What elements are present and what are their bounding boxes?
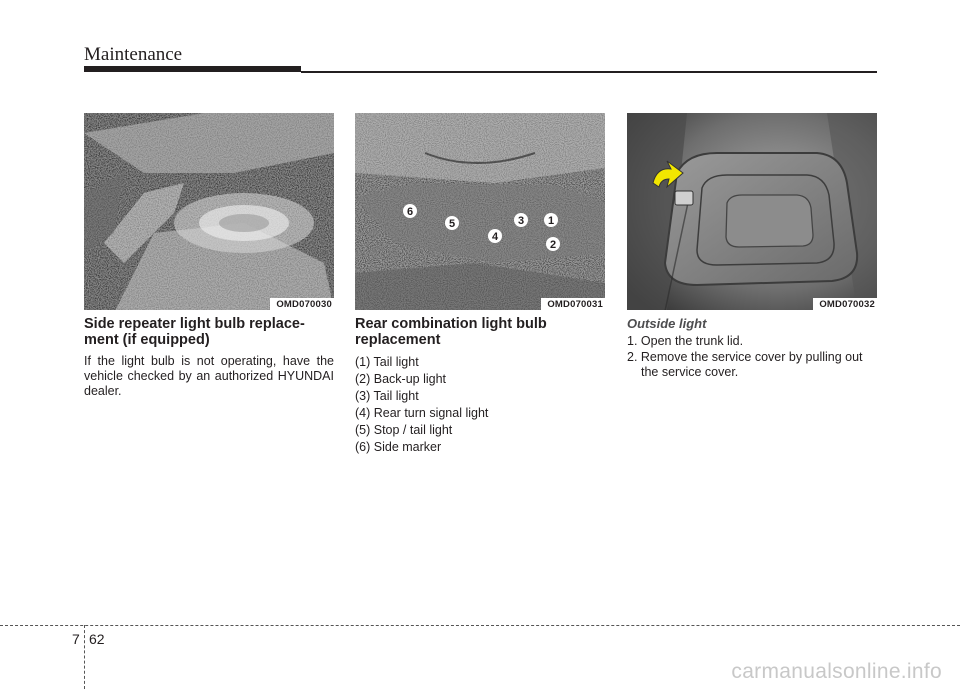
step-item: 2. Remove the service cover by pulling out the service cover. <box>627 350 863 379</box>
steps-list <box>627 334 877 380</box>
rear-combination-heading: Rear combination light bulb replacement <box>355 316 547 348</box>
list-item: (2) Back-up light <box>355 372 447 386</box>
callout-1: 1 <box>547 215 555 227</box>
service-cover-photo <box>627 113 877 310</box>
section-side-repeater <box>84 316 334 399</box>
photo-code: OMD070030 <box>270 298 334 310</box>
side-repeater-heading: Side repeater light bulb replace-ment (if equipped) <box>84 316 305 348</box>
step-item: 1. Open the trunk lid. <box>627 334 744 348</box>
callout-4: 4 <box>491 231 499 243</box>
list-item: (1) Tail light <box>355 355 419 369</box>
header-rule-thick <box>84 66 301 72</box>
callout-5: 5 <box>448 218 456 230</box>
list-item: (4) Rear turn signal light <box>355 406 489 420</box>
list-item: (3) Tail light <box>355 389 419 403</box>
side-repeater-body: If the light bulb is not operating, have the vehicle checked by an authorized HYUNDAI dealer. <box>84 354 334 398</box>
callout-2: 2 <box>549 239 557 251</box>
outside-light-subheading: Outside light <box>627 316 707 331</box>
chapter-number: 7 <box>72 631 80 647</box>
footer-vertical-divider <box>84 625 85 689</box>
photo-code: OMD070032 <box>813 298 877 310</box>
list-item: (5) Stop / tail light <box>355 423 453 437</box>
header-rule-thin <box>301 71 877 73</box>
section-outside-light <box>627 316 877 381</box>
section-rear-combination <box>355 316 605 456</box>
footer-divider <box>0 625 960 626</box>
section-title: Maintenance <box>84 44 183 65</box>
list-item: (6) Side marker <box>355 440 442 454</box>
watermark: carmanualsonline.info <box>731 660 942 683</box>
side-repeater-photo <box>84 113 334 310</box>
callout-3: 3 <box>517 215 525 227</box>
rear-combination-light-photo <box>355 113 605 310</box>
page-number: 62 <box>89 631 105 647</box>
bulb-list <box>355 354 605 456</box>
callout-6: 6 <box>406 206 414 218</box>
photo-code: OMD070031 <box>541 298 605 310</box>
